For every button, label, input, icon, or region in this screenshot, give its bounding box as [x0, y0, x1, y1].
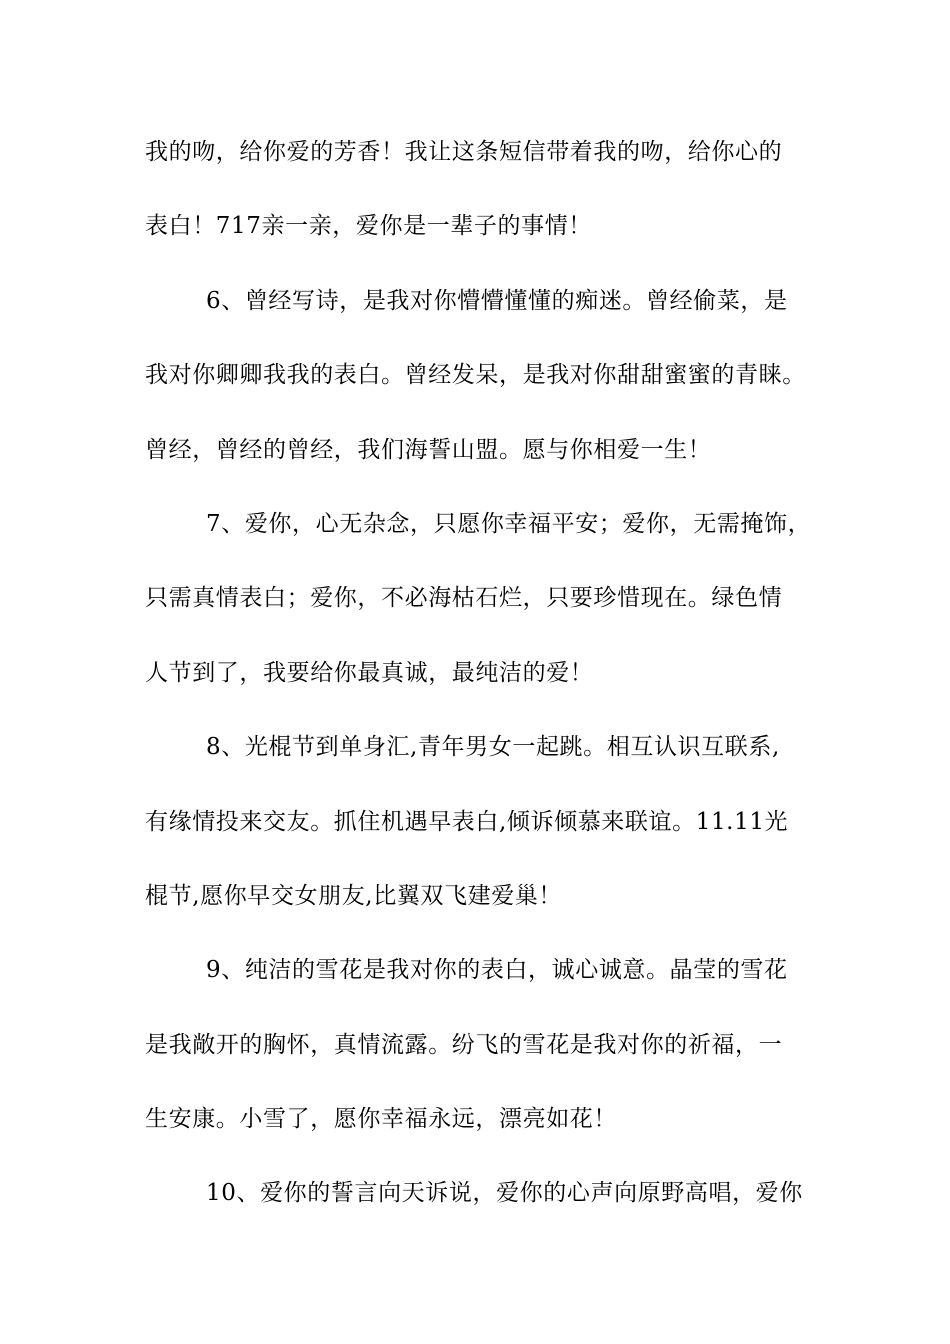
text-line: 是我敞开的胸怀，真情流露。纷飞的雪花是我对你的祈福，一 [145, 1031, 783, 1058]
paragraph-start-line: 10、爱你的誓言向天诉说，爱你的心声向原野高唱，爱你 [206, 1180, 803, 1207]
paragraph-start-line: 9、纯洁的雪花是我对你的表白，诚心诚意。晶莹的雪花 [206, 957, 788, 984]
text-line: 生安康。小雪了，愿你幸福永远，漂亮如花！ [145, 1106, 617, 1133]
text-line: 有缘情投来交友。抓住机遇早表白,倾诉倾慕来联谊。11.11光 [145, 808, 789, 835]
text-line: 曾经，曾经的曾经，我们海誓山盟。愿与你相爱一生！ [145, 436, 712, 463]
text-line: 人节到了，我要给你最真诚，最纯洁的爱！ [145, 659, 594, 686]
text-line: 我对你卿卿我我的表白。曾经发呆，是我对你甜甜蜜蜜的青睐。 [145, 362, 806, 389]
text-line: 我的吻，给你爱的芳香！我让这条短信带着我的吻，给你心的 [145, 139, 783, 165]
text-line: 棍节,愿你早交女朋友,比翼双飞建爱巢！ [145, 882, 563, 909]
paragraph-start-line: 8、光棍节到单身汇,青年男女一起跳。相互认识互联系, [206, 734, 780, 761]
body-text [145, 129, 825, 1245]
text-line: 只需真情表白；爱你，不必海枯石烂，只要珍惜现在。绿色情 [145, 585, 783, 612]
paragraph-start-line: 7、爱你，心无杂念，只愿你幸福平安；爱你，无需掩饰， [206, 510, 812, 537]
paragraph-start-line: 6、曾经写诗，是我对你懵懵懂懂的痴迷。曾经偷菜，是 [206, 287, 788, 314]
text-line: 表白！717亲一亲，爱你是一辈子的事情！ [145, 213, 592, 240]
